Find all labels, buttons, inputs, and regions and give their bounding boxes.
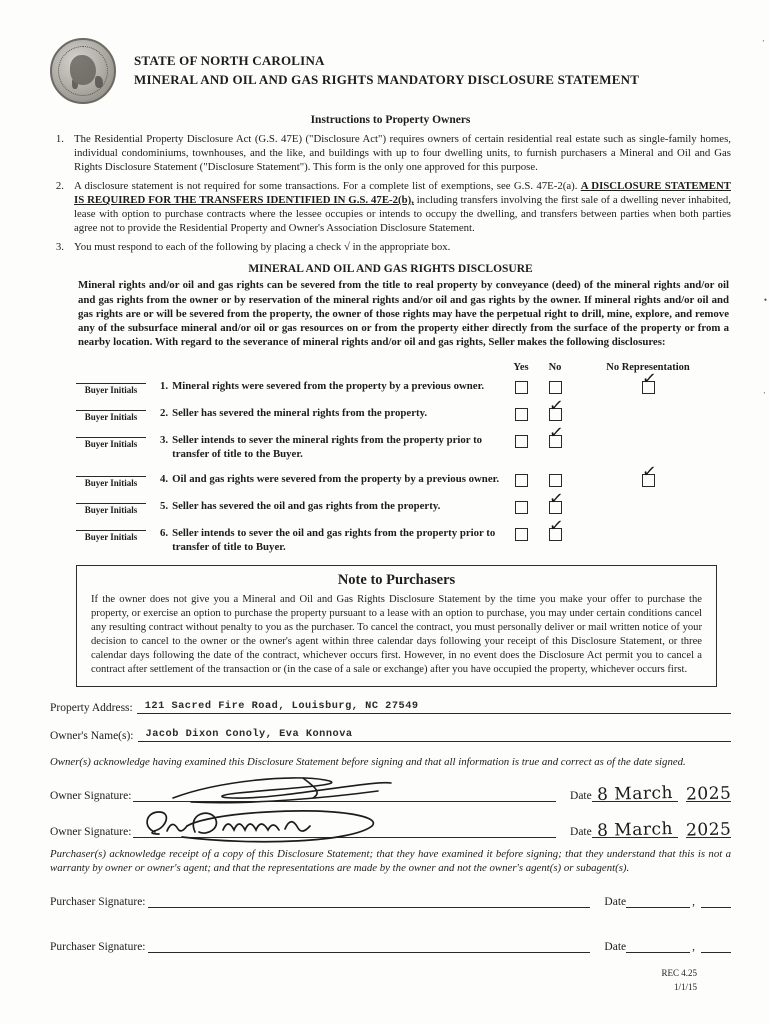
checkbox-norep [573,460,723,487]
checkbox-norep [573,406,723,421]
disclosure-row [50,394,731,422]
owner-signature-2-handwriting [137,804,407,844]
yes-checkbox[interactable] [515,381,528,394]
form-title-block [134,52,639,90]
statement-text: Seller intends to sever the mineral rights from the property prior to transfer of title to the Buyer. [172,433,483,460]
buyer-initials-label: Buyer Initials [84,531,138,542]
owner-date-1 [570,781,732,806]
disclosure-intro: Mineral rights and/or oil and gas rights can be severed from the title to real property by conveyance (deed) of the mineral rights and/or oil and gas rights from the owner or by reservation of the mineral rights and/or oil and gas rights by the owner. If mineral rights and/or oil and gas rights are or will be severed from the property, the owner of those rights may have the perpetual right to drill, mine, explore, and remove any of the subsurface mineral and/or oil or gas resources on or from the property either directly from the surface of the property or from a nearby location. With regard to the severance of mineral rights and/or oil and gas rights, Seller makes the following disclosures: [78,279,729,349]
checkbox-yes [505,526,537,541]
check-icon: ✓ [547,514,564,537]
check-icon: ✓ [640,367,657,390]
purchaser-signature-row-2 [50,926,731,953]
buyer-initials-label: Buyer Initials [84,384,138,395]
owner-acknowledgement: Owner(s) acknowledge having examined this Disclosure Statement before signing and that all information is true and correct as of the date signed. [50,756,686,769]
scan-artifact: ⋅ [761,36,765,46]
statement [160,433,505,461]
property-address-label: Property Address: [50,702,133,715]
no-checkbox[interactable] [547,394,564,421]
instruction-item-3 [50,240,731,254]
statement-number: 3. [160,433,169,446]
property-address-row [50,699,731,714]
date-day-month-value: 8 March [596,783,673,806]
buyer-initials-label: Buyer Initials [84,438,138,449]
purchaser-signature-label: Purchaser Signature: [50,941,146,954]
yes-checkbox[interactable] [515,474,528,487]
statement [160,526,505,554]
checkbox-norep [573,526,723,541]
note-title: Note to Purchasers [337,571,456,588]
purchaser-signature-field-2[interactable] [148,926,591,953]
form-code: REC 4.25 [661,968,697,978]
owner-names-label: Owner's Name(s): [50,730,134,743]
disclosure-row [50,421,731,461]
owner-signature-row-2 [50,811,732,842]
owner-signature-field-1[interactable] [133,775,556,802]
buyer-initials-field[interactable] [76,530,146,542]
instruction-text [74,179,731,235]
purchaser-signature-row-1 [50,881,731,908]
purchaser-signature-field-1[interactable] [148,881,591,908]
date-label: Date [570,826,592,839]
checkbox-yes [505,406,537,421]
statement [160,472,505,486]
statement-text: Seller has severed the mineral rights from the property. [172,406,428,419]
statement-number: 2. [160,406,169,419]
owner-date-2 [570,817,732,842]
instructions-list [50,132,731,254]
column-header-no-representation: No Representation [606,361,690,373]
checkbox-no [537,472,573,487]
instruction-item-1 [50,132,731,174]
date-year-field[interactable] [701,952,731,953]
instructions-heading: Instructions to Property Owners [310,114,471,126]
buyer-initials-label: Buyer Initials [84,477,138,488]
statement [160,406,505,420]
date-year-value: 2025 [685,783,732,805]
yes-checkbox[interactable] [515,528,528,541]
instruction-text-plain: A disclosure statement is not required for some transactions. For a complete list of exemptions, see G.S. 47E-2(a). [74,180,581,193]
no-checkbox[interactable] [547,487,564,514]
no-checkbox[interactable] [549,381,562,394]
buyer-initials-field[interactable] [76,503,146,515]
checkbox-no [537,421,573,448]
buyer-initials-field[interactable] [76,410,146,422]
owner-names-field[interactable] [138,727,731,742]
checkbox-yes [505,433,537,448]
owner-signature-label: Owner Signature: [50,790,132,803]
property-address-field[interactable] [137,699,731,714]
checkbox-yes [505,499,537,514]
date-year-field[interactable] [685,781,732,805]
owner-signature-label: Owner Signature: [50,826,132,839]
statement-text: Oil and gas rights were severed from the property by a previous owner. [172,472,500,485]
no-checkbox[interactable] [549,474,562,487]
instruction-text: The Residential Property Disclosure Act (G.S. 47E) ("Disclosure Act") requires owners of certain residential real estate such as single-family homes, individual condominiums, townhouses, and the like, and buildings with up to four dwelling units, to furnish purchasers a Mineral and Oil and Gas Rights Disclosure Statement ("Disclosure Statement"). This form is the only one approved for this purpose. [74,133,731,174]
statement-number: 6. [160,526,169,539]
form-revision-footer [661,967,697,994]
owner-signature-field-2[interactable] [133,811,556,838]
date-label: Date [570,790,592,803]
owner-signature-1-handwriting [163,772,423,808]
statement-text: Seller has severed the oil and gas rights from the property. [172,499,441,512]
yes-checkbox[interactable] [515,408,528,421]
date-day-month-field[interactable] [626,952,690,953]
date-comma: , [692,896,695,909]
checkbox-yes [505,472,537,487]
date-day-month-field[interactable] [592,781,678,806]
instruction-text-plain: including transfers involving the first sale of a dwelling never inhabited, lease with option to purchase contracts where the lessee occupies or intends to occupy the dwelling, and transfers between parties when both parties agree not to provide the Residential Property and Owner's Association Disclosure Statement. [74,194,731,235]
checkbox-no [537,394,573,421]
purchaser-acknowledgement: Purchaser(s) acknowledge receipt of a copy of this Disclosure Statement; that they have examined it before signing; that they understand that this is not a warranty by owner or owner's agent; and that the representations are made by the owner and not the owner's agent(s) or subagent(s). [50,848,731,875]
date-year-value: 2025 [685,819,732,841]
instruction-number: 3. [55,241,64,254]
date-day-month-field[interactable] [592,817,678,842]
statement-text: Seller intends to sever the oil and gas rights from the property prior to transfer of title to Buyer. [172,526,496,553]
owner-names-value: Jacob Dixon Conoly, Eva Konnova [145,728,353,741]
purchaser-signature-label: Purchaser Signature: [50,896,146,909]
note-to-purchasers-box [76,565,717,687]
statement [160,499,505,513]
instruction-number: 1. [55,133,64,145]
check-icon: ✓ [547,487,564,510]
checkbox-norep [573,433,723,448]
buyer-initials-label: Buyer Initials [84,411,138,422]
scan-artifact: ⋅ [762,388,766,398]
checkbox-column-headers [50,362,731,373]
statement-number: 5. [160,499,169,512]
checkbox-no [537,379,573,394]
disclosure-row [50,487,731,515]
state-name: STATE OF NORTH CAROLINA [134,53,325,69]
purchaser-date-1 [604,896,731,908]
date-day-month-field[interactable] [626,907,690,908]
check-icon: ✓ [547,394,564,417]
check-icon: ✓ [547,421,564,444]
instruction-item-2 [50,179,731,235]
property-address-value: 121 Sacred Fire Road, Louisburg, NC 27549 [144,700,419,713]
date-comma: , [692,941,695,954]
date-year-field[interactable] [701,907,731,908]
buyer-initials-label: Buyer Initials [84,504,138,515]
yes-checkbox[interactable] [515,501,528,514]
no-representation-checkbox[interactable] [640,460,657,487]
instruction-text: You must respond to each of the following by placing a check √ in the appropriate box. [74,241,451,254]
buyer-initials-field[interactable] [76,437,146,449]
checkbox-yes [505,379,537,394]
date-year-field[interactable] [685,817,732,841]
statement-number: 1. [160,379,169,392]
statement [160,379,505,393]
buyer-initials-field[interactable] [76,383,146,395]
note-body: If the owner does not give you a Mineral and Oil and Gas Rights Disclosure Statement by the time you make your offer to purchase the property, or exercise an option to purchase the property pursuant to a lease with an option to purchase, you may under certain conditions cancel any resulting contract without penalty to you as the purchaser. To cancel the contract, you must personally deliver or mail written notice of your decision to cancel to the owner or the owner's agent within three calendar days following your receipt of this Disclosure Statement, or three calendar days following the date of the contract, whichever occurs first. However, in no event does the Disclosure Act permit you to cancel a contract after settlement of the transaction or (in the case of a sale or exchange) after you have occupied the property, whichever occurs first. [91,593,702,676]
column-header-no: No [548,361,562,373]
owner-names-row [50,727,731,742]
disclosure-row [50,514,731,554]
no-checkbox[interactable] [547,421,564,448]
yes-checkbox[interactable] [515,435,528,448]
check-icon: ✓ [640,460,657,483]
instruction-number: 2. [55,180,64,193]
form-revision-date: 1/1/15 [673,981,697,992]
buyer-initials-field[interactable] [76,476,146,488]
column-header-yes: Yes [513,361,529,373]
form-title: MINERAL AND OIL AND GAS RIGHTS MANDATORY DISCLOSURE STATEMENT [134,72,640,87]
checkbox-no [537,487,573,514]
purchaser-date-2 [604,941,731,953]
nc-state-seal-icon [50,38,116,104]
disclosure-heading: MINERAL AND OIL AND GAS RIGHTS DISCLOSURE [248,263,533,276]
date-label: Date [604,941,627,954]
no-checkbox[interactable] [547,514,564,541]
owner-signature-row-1 [50,775,732,806]
disclosure-row [50,460,731,488]
instruction-text-emphasis: A DISCLOSURE STATEMENT IS REQUIRED FOR THE TRANSFERS IDENTIFIED IN G.S. 47E-2(b), [74,180,731,207]
scan-artifact: • [763,295,767,305]
statement-text: Mineral rights were severed from the property by a previous owner. [172,379,485,392]
form-header [50,38,731,104]
statement-number: 4. [160,472,169,485]
date-day-month-value: 8 March [596,819,673,842]
no-representation-checkbox[interactable] [640,367,657,394]
checkbox-norep [573,499,723,514]
checkbox-no [537,514,573,541]
date-label: Date [604,896,627,909]
